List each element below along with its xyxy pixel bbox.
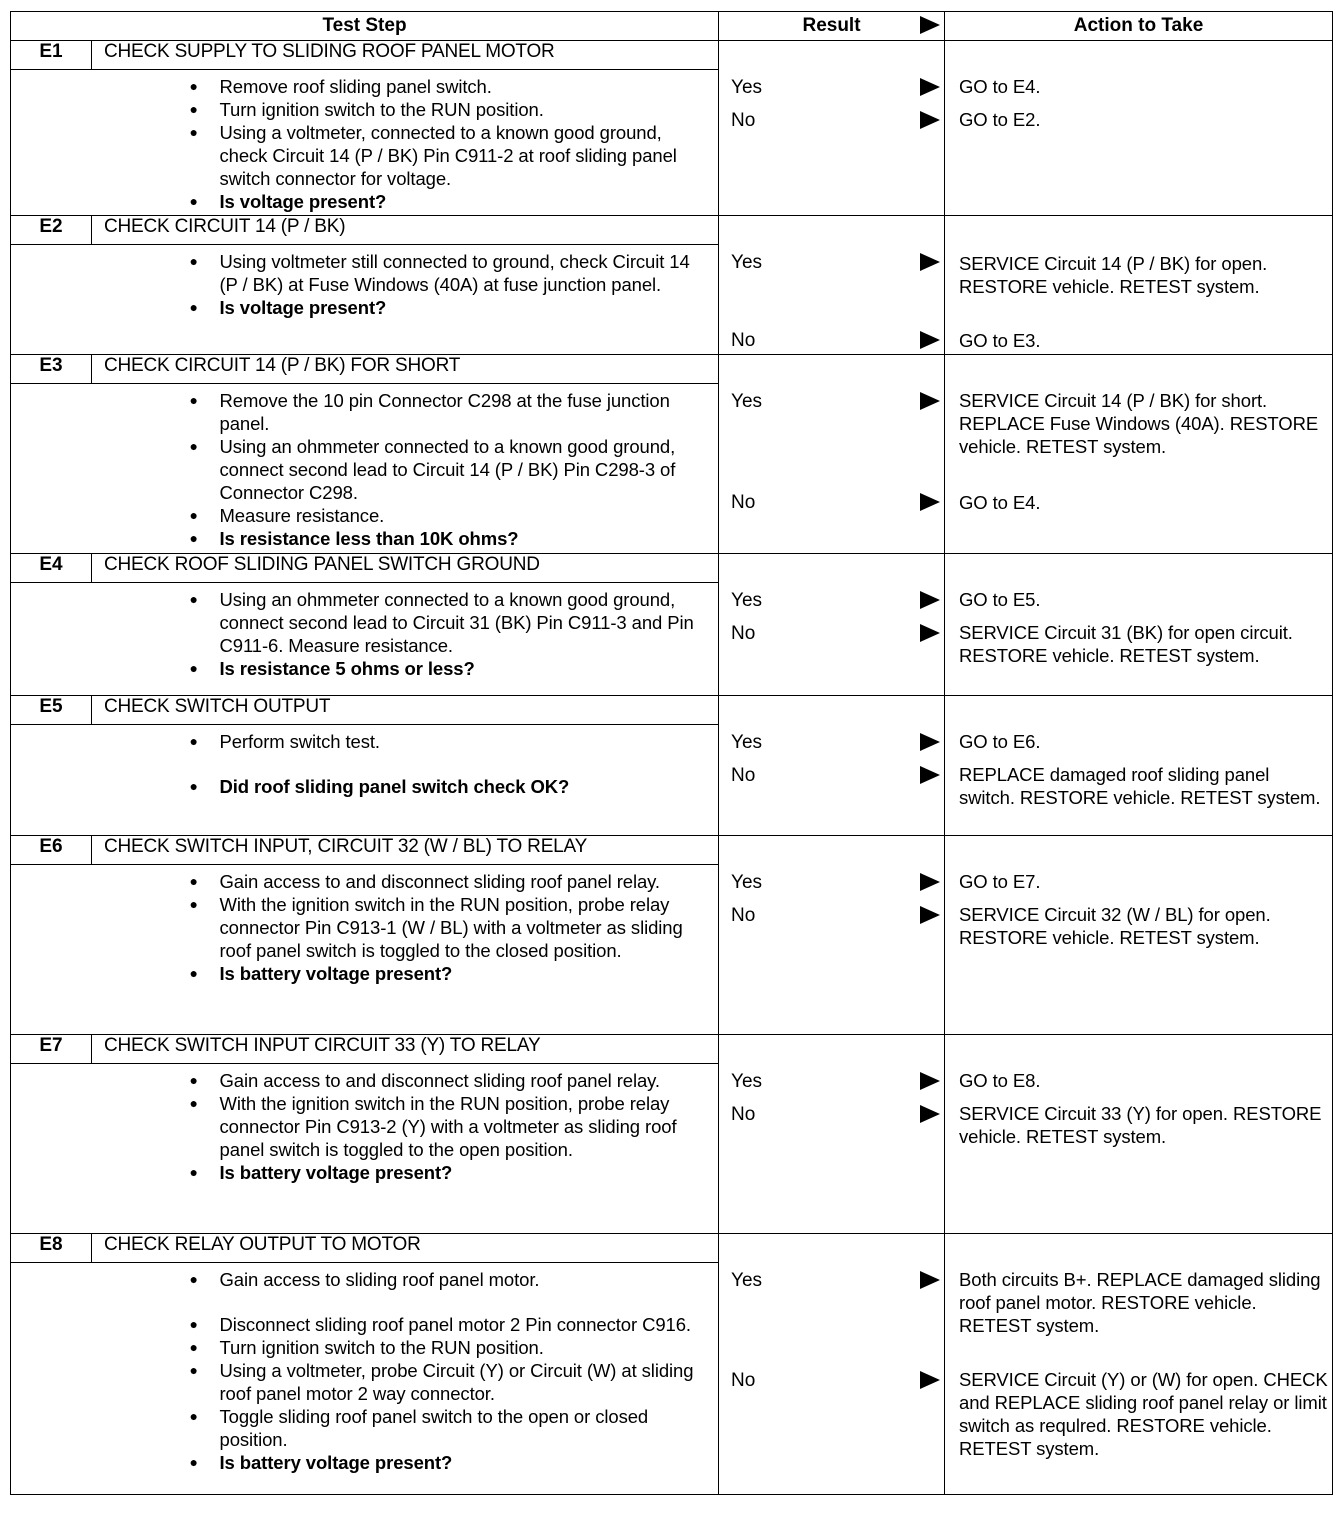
step-e2	[11, 216, 1333, 355]
diagnostic-table	[10, 11, 1333, 1495]
step-title: CHECK CIRCUIT 14 (P / BK)	[92, 216, 719, 245]
list-item: ● With the ignition switch in the RUN position, probe relay connector Pin C913-1 (W / BL) with a voltmeter as sliding roof panel switch is toggled to the closed position.	[189, 894, 683, 961]
result-no	[731, 110, 944, 134]
result-yes	[731, 1270, 944, 1294]
result-yes	[731, 77, 944, 101]
action-text: SERVICE Circuit 31 (BK) for open circuit. RESTORE vehicle. RETEST system.	[959, 622, 1293, 666]
list-item: ● Using a voltmeter, connected to a known good ground, check Circuit 14 (P / BK) Pin C911-2 at roof sliding panel switch connector for voltage.	[189, 122, 677, 189]
result-label: Yes	[731, 590, 763, 611]
step-question: ● Is battery voltage present?	[189, 1162, 453, 1183]
list-item: ● Gain access to and disconnect sliding roof panel relay.	[189, 871, 660, 892]
step-question: ● Is voltage present?	[189, 297, 387, 318]
step-title: CHECK SUPPLY TO SLIDING ROOF PANEL MOTOR	[92, 41, 719, 70]
action-text: GO to E4.	[959, 492, 1041, 513]
result-yes	[731, 590, 944, 614]
result-yes	[731, 252, 944, 276]
result-yes	[731, 1071, 944, 1095]
step-title-row	[11, 836, 1333, 865]
list-item: ● Disconnect sliding roof panel motor 2 Pin connector C916.	[189, 1314, 691, 1335]
action-cell	[945, 1035, 1333, 1234]
action-text: SERVICE Circuit (Y) or (W) for open. CHECK and REPLACE sliding roof panel relay or limit switch as requlred. RESTORE vehicle. RETEST system.	[959, 1369, 1328, 1459]
arrow-right-icon	[920, 624, 940, 642]
arrow-right-icon	[920, 1072, 940, 1090]
result-cell	[719, 41, 945, 216]
step-id: E2	[11, 216, 92, 245]
result-label: Yes	[731, 732, 763, 753]
result-cell	[719, 216, 945, 355]
result-label: No	[731, 492, 756, 513]
arrow-right-icon	[920, 1371, 940, 1389]
arrow-right-icon	[920, 766, 940, 784]
step-question: ● Is resistance less than 10K ohms?	[189, 528, 519, 549]
arrow-right-icon	[920, 253, 940, 271]
arrow-right-icon	[920, 873, 940, 891]
arrow-right-icon	[920, 906, 940, 924]
result-label: Yes	[731, 872, 763, 893]
result-label: No	[731, 1370, 756, 1391]
step-e6	[11, 836, 1333, 1035]
action-text: GO to E2.	[959, 109, 1041, 130]
arrow-right-icon	[920, 78, 940, 96]
step-e7	[11, 1035, 1333, 1234]
step-id: E6	[11, 836, 92, 865]
result-no	[731, 905, 944, 929]
step-question: ● Is voltage present?	[189, 191, 387, 212]
action-cell	[945, 554, 1333, 696]
action-text: GO to E4.	[959, 76, 1041, 97]
result-no	[731, 492, 944, 516]
result-label: Yes	[731, 77, 763, 98]
list-item: ● Perform switch test.	[189, 731, 380, 752]
result-label: Yes	[731, 252, 763, 273]
action-text: GO to E7.	[959, 871, 1041, 892]
result-cell	[719, 1035, 945, 1234]
action-text: REPLACE damaged roof sliding panel switch. RESTORE vehicle. RETEST system.	[959, 764, 1321, 808]
arrow-right-icon	[920, 493, 940, 511]
arrow-right-icon	[920, 16, 940, 34]
action-text: GO to E3.	[959, 330, 1041, 351]
result-cell	[719, 554, 945, 696]
step-title: CHECK SWITCH INPUT CIRCUIT 33 (Y) TO RELAY	[92, 1035, 719, 1064]
step-instructions	[92, 70, 719, 216]
step-e4	[11, 554, 1333, 696]
action-text: SERVICE Circuit 14 (P / BK) for open. RESTORE vehicle. RETEST system.	[959, 253, 1268, 297]
header-test-step: Test Step	[11, 12, 719, 41]
result-yes	[731, 391, 944, 415]
list-item: ● Using an ohmmeter connected to a known good ground, connect second lead to Circuit 14 (P / BK) Pin C298-3 of Connector C298.	[189, 436, 676, 503]
header-result-label: Result	[802, 15, 861, 36]
result-label: No	[731, 1104, 756, 1125]
action-cell	[945, 696, 1333, 836]
action-cell	[945, 836, 1333, 1035]
result-no	[731, 623, 944, 647]
step-instructions	[92, 245, 719, 355]
step-id: E8	[11, 1234, 92, 1263]
table-header-row	[11, 12, 1333, 41]
action-text: SERVICE Circuit 33 (Y) for open. RESTORE vehicle. RETEST system.	[959, 1103, 1322, 1147]
step-question: ● Is resistance 5 ohms or less?	[189, 658, 475, 679]
result-label: No	[731, 765, 756, 786]
action-text: Both circuits B+. REPLACE damaged sliding roof panel motor. RESTORE vehicle. RETEST system.	[959, 1269, 1321, 1336]
step-title-row	[11, 554, 1333, 583]
list-item: ● Remove roof sliding panel switch.	[189, 76, 492, 97]
action-cell	[945, 355, 1333, 554]
result-cell	[719, 696, 945, 836]
list-item: ● Turn ignition switch to the RUN position.	[189, 1337, 544, 1358]
result-label: No	[731, 623, 756, 644]
step-title: CHECK SWITCH INPUT, CIRCUIT 32 (W / BL) TO RELAY	[92, 836, 719, 865]
header-result	[719, 12, 945, 41]
result-no	[731, 1104, 944, 1128]
action-text: GO to E5.	[959, 589, 1041, 610]
list-item: ● With the ignition switch in the RUN position, probe relay connector Pin C913-2 (Y) with a voltmeter as sliding roof panel switch is toggled to the open position.	[189, 1093, 677, 1160]
result-cell	[719, 355, 945, 554]
action-text: SERVICE Circuit 14 (P / BK) for short. REPLACE Fuse Windows (40A). RESTORE vehicle. RETEST system.	[959, 390, 1319, 457]
result-yes	[731, 732, 944, 756]
step-title-row	[11, 355, 1333, 384]
result-yes	[731, 872, 944, 896]
step-e5	[11, 696, 1333, 836]
list-item: ● Measure resistance.	[189, 505, 385, 526]
action-cell	[945, 216, 1333, 355]
list-item: ● Toggle sliding roof panel switch to the open or closed position.	[189, 1406, 649, 1450]
step-title-row	[11, 696, 1333, 725]
step-e3	[11, 355, 1333, 554]
step-id: E7	[11, 1035, 92, 1064]
arrow-right-icon	[920, 1271, 940, 1289]
step-title: CHECK ROOF SLIDING PANEL SWITCH GROUND	[92, 554, 719, 583]
header-action: Action to Take	[945, 12, 1333, 41]
result-label: No	[731, 330, 756, 351]
step-e1	[11, 41, 1333, 216]
step-id: E1	[11, 41, 92, 70]
arrow-right-icon	[920, 331, 940, 349]
result-cell	[719, 1234, 945, 1495]
list-item: ● Turn ignition switch to the RUN position.	[189, 99, 544, 120]
result-label: Yes	[731, 1071, 763, 1092]
step-title-row	[11, 1035, 1333, 1064]
step-title: CHECK SWITCH OUTPUT	[92, 696, 719, 725]
step-instructions	[92, 865, 719, 1035]
step-e8	[11, 1234, 1333, 1495]
step-instructions	[92, 725, 719, 836]
action-cell	[945, 41, 1333, 216]
result-no	[731, 765, 944, 789]
step-id: E4	[11, 554, 92, 583]
result-label: Yes	[731, 1270, 763, 1291]
action-text: SERVICE Circuit 32 (W / BL) for open. RESTORE vehicle. RETEST system.	[959, 904, 1271, 948]
result-label: No	[731, 110, 756, 131]
step-id: E5	[11, 696, 92, 725]
result-label: Yes	[731, 391, 763, 412]
list-item: ● Using voltmeter still connected to ground, check Circuit 14 (P / BK) at Fuse Windows (40A) at fuse junction panel.	[189, 251, 690, 295]
action-text: GO to E6.	[959, 731, 1041, 752]
step-question: ● Is battery voltage present?	[189, 1452, 453, 1473]
arrow-right-icon	[920, 111, 940, 129]
result-label: No	[731, 905, 756, 926]
list-item: ● Gain access to sliding roof panel motor.	[189, 1269, 540, 1290]
step-instructions	[92, 384, 719, 554]
arrow-right-icon	[920, 591, 940, 609]
arrow-right-icon	[920, 733, 940, 751]
result-no	[731, 1370, 944, 1394]
step-id: E3	[11, 355, 92, 384]
action-cell	[945, 1234, 1333, 1495]
arrow-right-icon	[920, 1105, 940, 1123]
list-item: ● Remove the 10 pin Connector C298 at the fuse junction panel.	[189, 390, 670, 434]
step-question: ● Did roof sliding panel switch check OK?	[189, 776, 570, 797]
action-text: GO to E8.	[959, 1070, 1041, 1091]
step-title-row	[11, 216, 1333, 245]
result-no	[731, 330, 944, 354]
step-title: CHECK CIRCUIT 14 (P / BK) FOR SHORT	[92, 355, 719, 384]
step-instructions	[92, 1263, 719, 1495]
step-instructions	[92, 1064, 719, 1234]
step-question: ● Is battery voltage present?	[189, 963, 453, 984]
arrow-right-icon	[920, 392, 940, 410]
step-title: CHECK RELAY OUTPUT TO MOTOR	[92, 1234, 719, 1263]
result-cell	[719, 836, 945, 1035]
step-instructions	[92, 583, 719, 696]
step-title-row	[11, 41, 1333, 70]
list-item: ● Gain access to and disconnect sliding roof panel relay.	[189, 1070, 660, 1091]
list-item: ● Using an ohmmeter connected to a known good ground, connect second lead to Circuit 31 (BK) Pin C911-3 and Pin C911-6. Measure resistance.	[189, 589, 694, 656]
step-title-row	[11, 1234, 1333, 1263]
list-item: ● Using a voltmeter, probe Circuit (Y) or Circuit (W) at sliding roof panel motor 2 way connector.	[189, 1360, 694, 1404]
